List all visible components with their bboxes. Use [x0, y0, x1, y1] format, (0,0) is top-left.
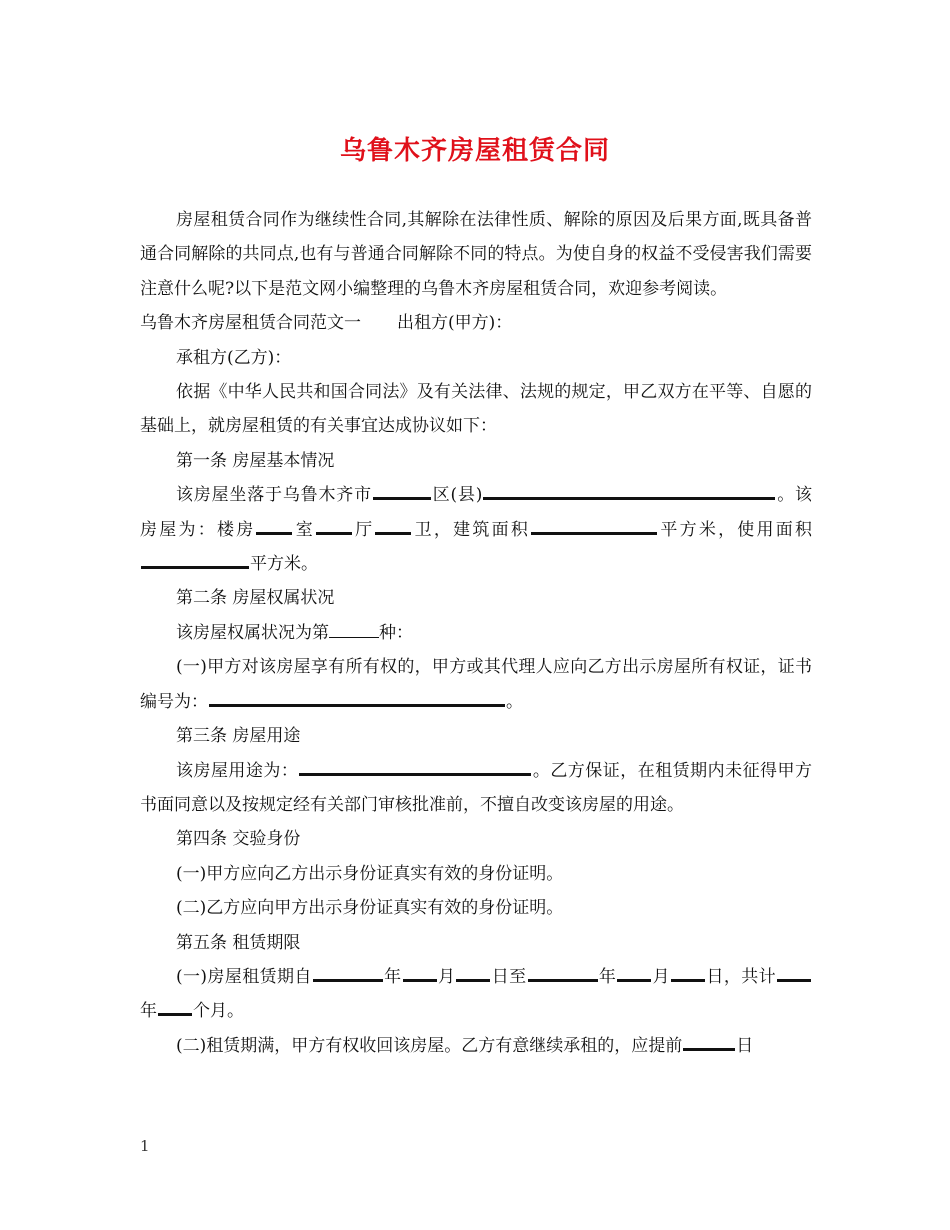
article-1-paragraph: [140, 478, 812, 581]
article-2-paragraph-1: [140, 616, 812, 650]
text-segment: 年: [598, 966, 617, 987]
article-4-paragraph-1: (一)甲方应向乙方出示身份证真实有效的身份证明。: [176, 863, 564, 884]
fill-blank: [403, 965, 437, 982]
fill-blank: [375, 518, 411, 535]
text-segment: 。: [506, 691, 523, 712]
lessor-label: 出租方(甲方)：: [397, 313, 513, 334]
fill-blank: [683, 1034, 735, 1051]
text-segment: 个月。: [193, 1001, 244, 1022]
fill-blank: [316, 518, 352, 535]
fill-blank: [329, 623, 379, 638]
text-segment: 月: [652, 966, 671, 987]
fill-blank: [373, 483, 431, 500]
fill-blank: [209, 690, 505, 707]
fill-blank: [777, 965, 811, 982]
article-5-paragraph-1: [140, 960, 812, 1029]
text-segment: 区(县): [431, 485, 483, 506]
lessee-label: 承租方(乙方)：: [176, 347, 292, 368]
intro-paragraph: 房屋租赁合同作为继续性合同,其解除在法律性质、解除的原因及后果方面,既具备普通合同解除的共同点,也有与普通合同解除不同的特点。为使自身的权益不受侵害我们需要注意什么呢?以下是范文网小编整理的乌鲁木齐房屋租赁合同，欢迎参考阅读。: [140, 210, 812, 299]
text-segment: 平方米。: [250, 554, 318, 575]
article-3-paragraph: [140, 754, 812, 823]
article-5-title: 第五条 租赁期限: [176, 932, 301, 953]
text-segment: 。乙方保证，在租赁期内未征得甲方书面同意以及按规定经有关部门审核批准前，不擅自改变该房屋的用途。: [140, 760, 813, 815]
page-number: 1: [140, 1137, 150, 1155]
text-segment: 。该房屋为：楼房: [140, 485, 813, 540]
text-segment: 该房屋坐落于乌鲁木齐市: [176, 485, 372, 506]
text-segment: 月: [437, 966, 456, 987]
sample-title: 乌鲁木齐房屋租赁合同范文一: [140, 313, 361, 334]
text-segment: 该房屋权属状况为第: [176, 622, 329, 643]
fill-blank: [456, 965, 490, 982]
document-title: 乌鲁木齐房屋租赁合同: [339, 136, 610, 166]
text-segment: 室: [293, 519, 315, 540]
text-segment: (一)甲方对该房屋享有所有权的，甲方或其代理人应向乙方出示房屋所有权证，证书编号为：: [140, 657, 812, 712]
text-segment: 日: [736, 1035, 754, 1056]
article-3-title: 第三条 房屋用途: [176, 726, 301, 747]
article-2-paragraph-2: [140, 650, 812, 719]
fill-blank: [158, 999, 192, 1016]
text-segment: 日，共计: [706, 966, 777, 987]
text-segment: 平方米，使用面积: [658, 519, 813, 540]
article-5-paragraph-2: [140, 1029, 812, 1063]
fill-blank: [299, 759, 531, 776]
basis-paragraph: 依据《中华人民共和国合同法》及有关法律、法规的规定，甲乙双方在平等、自愿的基础上，就房屋租赁的有关事宜达成协议如下：: [140, 382, 812, 437]
text-segment: 厅: [352, 519, 375, 540]
text-segment: 种：: [379, 622, 413, 643]
fill-blank: [313, 965, 383, 982]
text-segment: 年: [140, 1001, 157, 1022]
fill-blank: [256, 518, 292, 535]
sample-heading-line: [140, 306, 812, 340]
fill-blank: [528, 965, 598, 982]
fill-blank: [531, 518, 657, 535]
text-segment: (二)租赁期满，甲方有权收回该房屋。乙方有意继续承租的，应提前: [176, 1035, 683, 1056]
text-segment: 卫，建筑面积: [412, 519, 531, 540]
fill-blank: [141, 552, 249, 569]
fill-blank: [617, 965, 651, 982]
text-segment: 该房屋用途为：: [176, 760, 299, 781]
article-2-title: 第二条 房屋权属状况: [176, 588, 335, 609]
fill-blank: [671, 965, 705, 982]
text-segment: (一)房屋租赁期自: [176, 966, 312, 987]
document-body: [140, 203, 812, 1063]
fill-blank: [483, 483, 775, 500]
article-4-title: 第四条 交验身份: [176, 829, 301, 850]
text-segment: 年: [383, 966, 402, 987]
article-4-paragraph-2: (二)乙方应向甲方出示身份证真实有效的身份证明。: [176, 898, 564, 919]
text-segment: 日至: [491, 966, 527, 987]
article-1-title: 第一条 房屋基本情况: [176, 450, 335, 471]
